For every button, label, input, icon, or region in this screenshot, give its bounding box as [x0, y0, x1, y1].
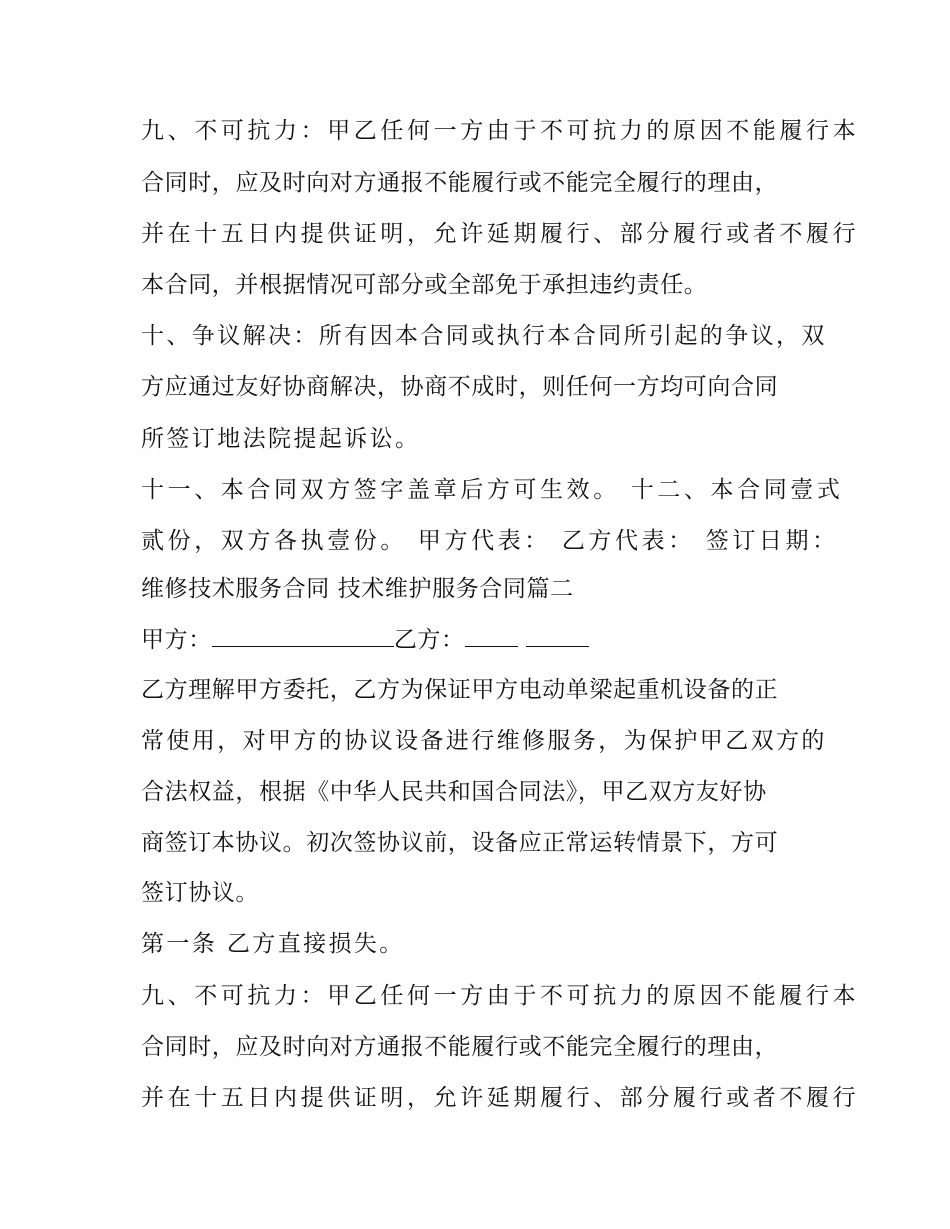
text-line: 签订协议。: [141, 880, 259, 906]
party-b-label: 乙方：: [393, 627, 465, 653]
section-heading: 维修技术服务合同 技术维护服务合同篇二: [141, 576, 574, 602]
article-heading: 第一条 乙方直接损失。: [141, 931, 405, 957]
text-line: 商签订本协议。初次签协议前，设备应正常运转情景下，方可: [141, 830, 779, 856]
party-a-label: 甲方：: [141, 627, 212, 653]
text-line: 十、争议解决：所有因本合同或执行本合同所引起的争议，双: [141, 323, 827, 349]
text-line: 本合同，并根据情况可部分或全部免于承担违约责任。: [141, 272, 708, 298]
text-line: 所签订地法院提起诉讼。: [141, 426, 421, 452]
parties-line: [141, 624, 821, 655]
party-b-blank-2: [526, 624, 589, 647]
text-line: 合同时，应及时向对方通报不能履行或不能完全履行的理由，: [141, 170, 779, 196]
text-line: 并在十五日内提供证明，允许延期履行、部分履行或者不履行: [141, 221, 860, 247]
text-line: 十一、本合同双方签字盖章后方可生效。 十二、本合同壹式: [141, 477, 844, 503]
text-line: 九、不可抗力：甲乙任何一方由于不可抗力的原因不能履行本: [141, 118, 860, 144]
party-a-blank: [212, 624, 394, 647]
party-b-blank: [465, 624, 518, 647]
text-line: 九、不可抗力：甲乙任何一方由于不可抗力的原因不能履行本: [141, 983, 860, 1009]
text-line: 并在十五日内提供证明，允许延期履行、部分履行或者不履行: [141, 1085, 860, 1111]
text-line: 合法权益，根据《中华人民共和国合同法》，甲乙双方友好协: [141, 779, 767, 805]
text-line: 方应通过友好协商解决，协商不成时，则任何一方均可向合同: [141, 374, 779, 400]
text-line: 贰份，双方各执壹份。 甲方代表： 乙方代表： 签订日期：: [141, 528, 839, 554]
text-line: 合同时，应及时向对方通报不能履行或不能完全履行的理由，: [141, 1034, 779, 1060]
text-line: 乙方理解甲方委托，乙方为保证甲方电动单梁起重机设备的正: [141, 677, 779, 703]
text-line: 常使用，对甲方的协议设备进行维修服务，为保护甲乙双方的: [141, 728, 827, 754]
